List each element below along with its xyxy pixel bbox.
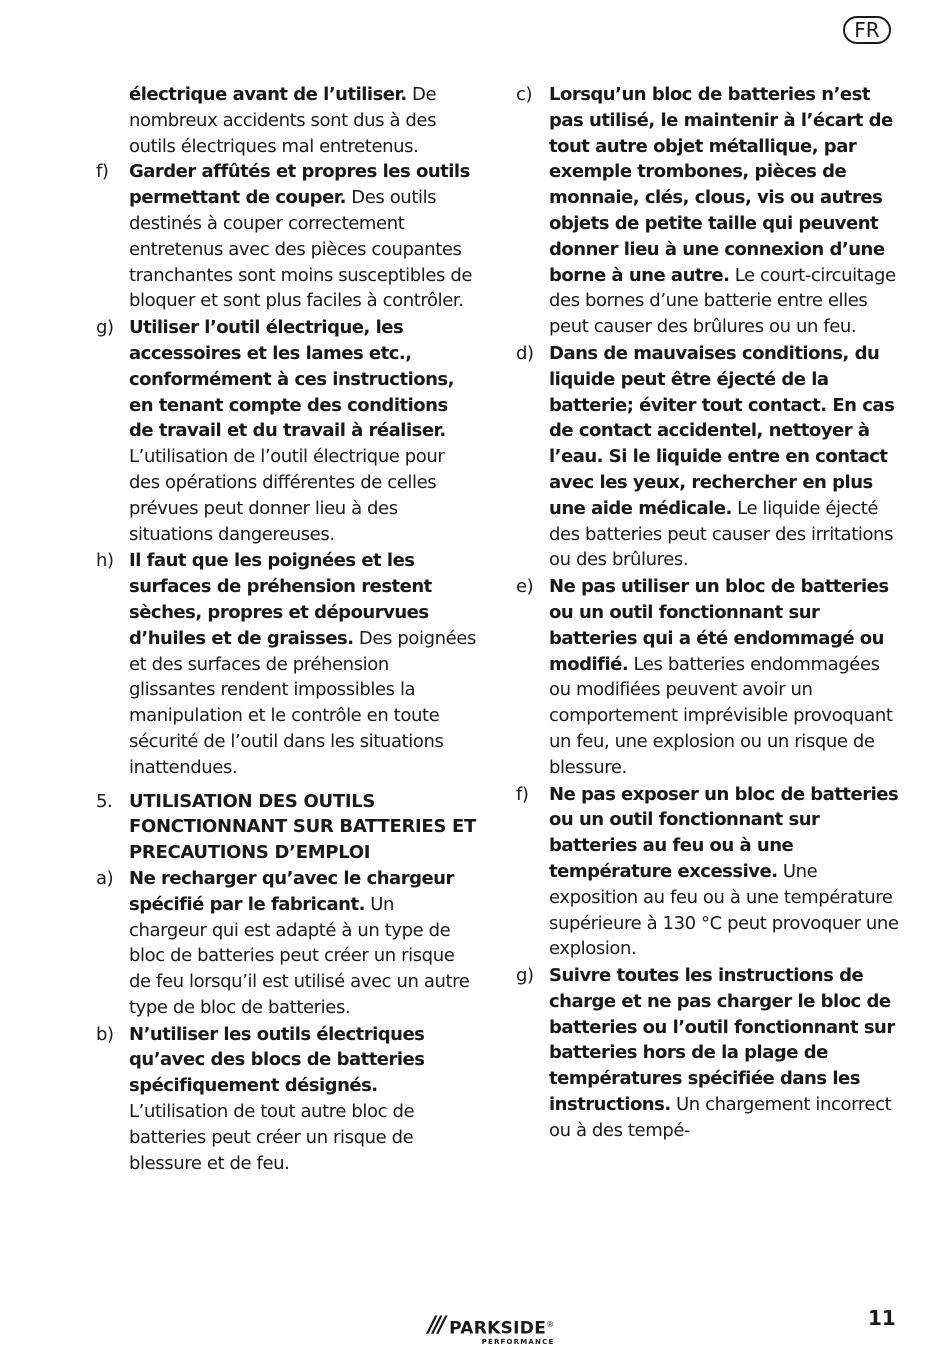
right-column xyxy=(516,82,900,1144)
item-marker: d) xyxy=(516,342,534,364)
body-text: Des outils destinés à couper correctement entretenus avec des pièces coupantes tranchantes sont moins susceptibles de bloquer et sont plus faciles à contrôler. xyxy=(129,187,473,312)
body-text: Le liquide éjecté des batteries peut causer des irritations ou des brûlures. xyxy=(549,497,894,571)
brand-block xyxy=(449,1316,554,1347)
list-item xyxy=(96,315,476,547)
section-number: 5. xyxy=(96,790,113,812)
bold-text: électrique avant de l’utiliser. xyxy=(129,84,407,105)
list-item xyxy=(516,341,900,573)
brand-subtitle: PERFORMANCE xyxy=(481,1337,555,1346)
list-item xyxy=(516,574,900,780)
bold-text: Garder affûtés et propres les outils permettant de couper. xyxy=(129,161,470,209)
body-text: Les batteries endommagées ou modifiées peuvent avoir un comportement imprévisible provoquant un feu, une explosion ou un risque de blessure. xyxy=(549,653,893,778)
item-marker: h) xyxy=(96,550,114,572)
list-item xyxy=(516,82,900,340)
bold-text: Ne pas exposer un bloc de batteries ou un outil fonctionnant sur batteries au feu ou à une température excessive. xyxy=(549,783,899,882)
list-item xyxy=(96,548,476,780)
item-marker: g) xyxy=(516,965,534,987)
body-text: L’utilisation de l’outil électrique pour des opérations différentes de celles prévues peut donner lieu à des situations dangereuses. xyxy=(129,446,445,545)
parkside-logo xyxy=(428,1313,555,1347)
continued-paragraph xyxy=(96,82,476,159)
brand-name: PARKSIDE xyxy=(449,1318,547,1339)
page-number: 11 xyxy=(868,1306,896,1330)
registered-mark: ® xyxy=(546,1320,555,1329)
bold-text: Ne recharger qu’avec le chargeur spécifié par le fabricant. xyxy=(129,867,454,915)
body-text: Un chargement incorrect ou à des tempé- xyxy=(549,1094,892,1141)
language-badge: FR xyxy=(843,16,891,44)
bold-text: Il faut que les poignées et les surfaces de préhension restent sèches, propres et dépourvues d’huiles et de graisses. xyxy=(129,550,432,649)
list-item xyxy=(96,159,476,314)
body-text: L’utilisation de tout autre bloc de batteries peut créer un risque de blessure et de feu. xyxy=(129,1101,415,1174)
bold-text: Utiliser l’outil électrique, les accessoires et les lames etc., conformément à ces instructions, en tenant compte des conditions de travail et du travail à réaliser. xyxy=(129,317,454,442)
section-title: UTILISATION DES OUTILS FONCTIONNANT SUR BATTERIES ET PRECAUTIONS D’EMPLOI xyxy=(129,790,477,864)
logo-slashes-icon: /// xyxy=(428,1313,444,1338)
bold-text: Ne pas utiliser un bloc de batteries ou un outil fonctionnant sur batteries qui a été endommagé ou modifié. xyxy=(549,576,889,675)
item-marker: c) xyxy=(516,84,533,105)
left-column xyxy=(96,82,476,1176)
list-item xyxy=(516,782,900,963)
bold-text: Dans de mauvaises conditions, du liquide peut être éjecté de la batterie; éviter tout contact. En cas de contact accidentel, nettoyer à l’eau. Si le liquide entre en contact avec les yeux, rechercher en plus une aide médicale. xyxy=(549,342,895,519)
body-text: De nombreux accidents sont dus à des outils électriques mal entretenus. xyxy=(129,84,437,157)
bold-text: Lorsqu’un bloc de batteries n’est pas utilisé, le maintenir à l’écart de tout autre objet métallique, par exemple trombones, pièces de monnaie, clés, clous, vis ou autres objets de petite taille qui peuvent donner lieu à une connexion d’une borne à une autre. xyxy=(549,84,893,286)
section-heading xyxy=(96,789,476,866)
item-marker: g) xyxy=(96,317,114,339)
brand-name-row xyxy=(449,1316,554,1338)
body-text: Une exposition au feu ou à une température supérieure à 130 °C peut provoquer une explosion. xyxy=(549,860,899,960)
bold-text: Suivre toutes les instructions de charge et ne pas charger le bloc de batteries ou l’outil fonctionnant sur batteries hors de la plage de températures spécifiée dans les instructions. xyxy=(549,965,895,1116)
list-item xyxy=(516,963,900,1144)
list-item xyxy=(96,866,476,1021)
item-marker: b) xyxy=(96,1023,114,1045)
list-item xyxy=(96,1022,476,1177)
body-text: Un chargeur qui est adapté à un type de bloc de batteries peut créer un risque de feu lorsqu’il est utilisé avec un autre type de bloc de batteries. xyxy=(129,893,470,1018)
item-marker: f) xyxy=(96,161,109,183)
bold-text: N’utiliser les outils électriques qu’avec des blocs de batteries spécifiquement désignés. xyxy=(129,1023,425,1097)
item-marker: e) xyxy=(516,576,534,598)
body-text: Des poignées et des surfaces de préhension glissantes rendent impossibles la manipulation et le contrôle en toute sécurité de l’outil dans les situations inattendues. xyxy=(129,627,476,778)
body-text: Le court-circuitage des bornes d’une batterie entre elles peut causer des brûlures ou un feu. xyxy=(549,264,896,338)
item-marker: a) xyxy=(96,867,114,889)
item-marker: f) xyxy=(516,783,529,805)
